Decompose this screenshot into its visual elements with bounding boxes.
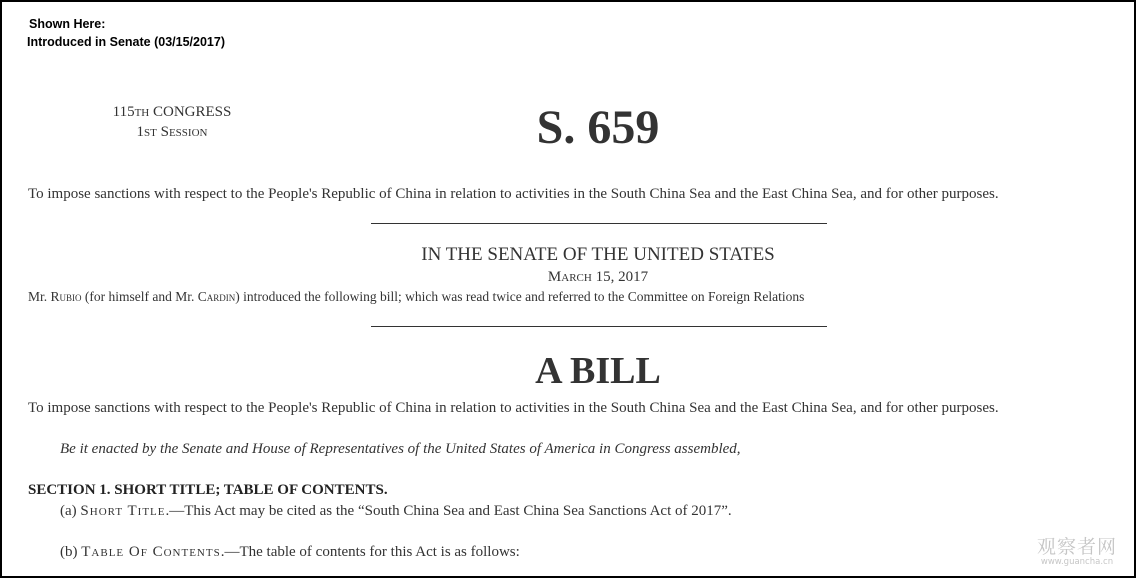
chamber-heading: IN THE SENATE OF THE UNITED STATES (421, 244, 775, 265)
watermark-url: www.guancha.cn (1040, 556, 1114, 567)
divider-rule (371, 223, 827, 224)
subsection-a-text: .—This Act may be cited as the “South China Sea and East China Sea Sanctions Act of 2017”. (165, 503, 732, 519)
congress-number: 115 (112, 104, 135, 120)
enacting-clause: Be it enacted by the Senate and House of Representatives of the United States of America in Congress assembled, (60, 441, 741, 457)
subsection-b-prefix: (b) (60, 544, 82, 560)
sponsor-name: Rubio (50, 289, 82, 304)
a-bill-heading: A BILL (535, 350, 661, 392)
official-title: To impose sanctions with respect to the People's Republic of China in relation to activities in the South China Sea and the East China Sea, and for other purposes. (28, 400, 999, 416)
subsection-short-title (60, 501, 732, 521)
bill-number: S. 659 (536, 101, 660, 154)
introduction-date: March 15, 2017 (547, 269, 649, 285)
intro-mid: (for himself and Mr. (81, 289, 198, 304)
introduction-statement (28, 288, 804, 306)
congress-word: CONGRESS (149, 104, 232, 120)
subsection-table-of-contents (60, 542, 520, 562)
congress-number-suffix: th (134, 104, 150, 120)
watermark-text: 观察者网 (1036, 535, 1117, 558)
subsection-a-header: Short Title (80, 503, 166, 519)
status-value: Introduced in Senate (03/15/2017) (27, 35, 225, 49)
session-word: Session (156, 124, 208, 140)
status-label: Shown Here: (29, 17, 106, 31)
subsection-b-text: .—The table of contents for this Act is as follows: (220, 544, 520, 560)
intro-prefix: Mr. (28, 289, 51, 304)
session-number: 1 (136, 124, 145, 140)
divider-rule (371, 326, 827, 327)
session-number-suffix: st (144, 124, 157, 140)
watermark-logo (1028, 535, 1126, 567)
intro-suffix: ) introduced the following bill; which was read twice and referred to the Committee on Foreign Relations (235, 289, 805, 304)
purpose-statement: To impose sanctions with respect to the People's Republic of China in relation to activities in the South China Sea and the East China Sea, and for other purposes. (28, 186, 999, 202)
subsection-b-header: Table Of Contents (81, 544, 221, 560)
cosponsor-name: Cardin (197, 289, 236, 304)
subsection-a-prefix: (a) (60, 503, 81, 519)
section-heading: SECTION 1. SHORT TITLE; TABLE OF CONTENTS. (28, 482, 388, 498)
